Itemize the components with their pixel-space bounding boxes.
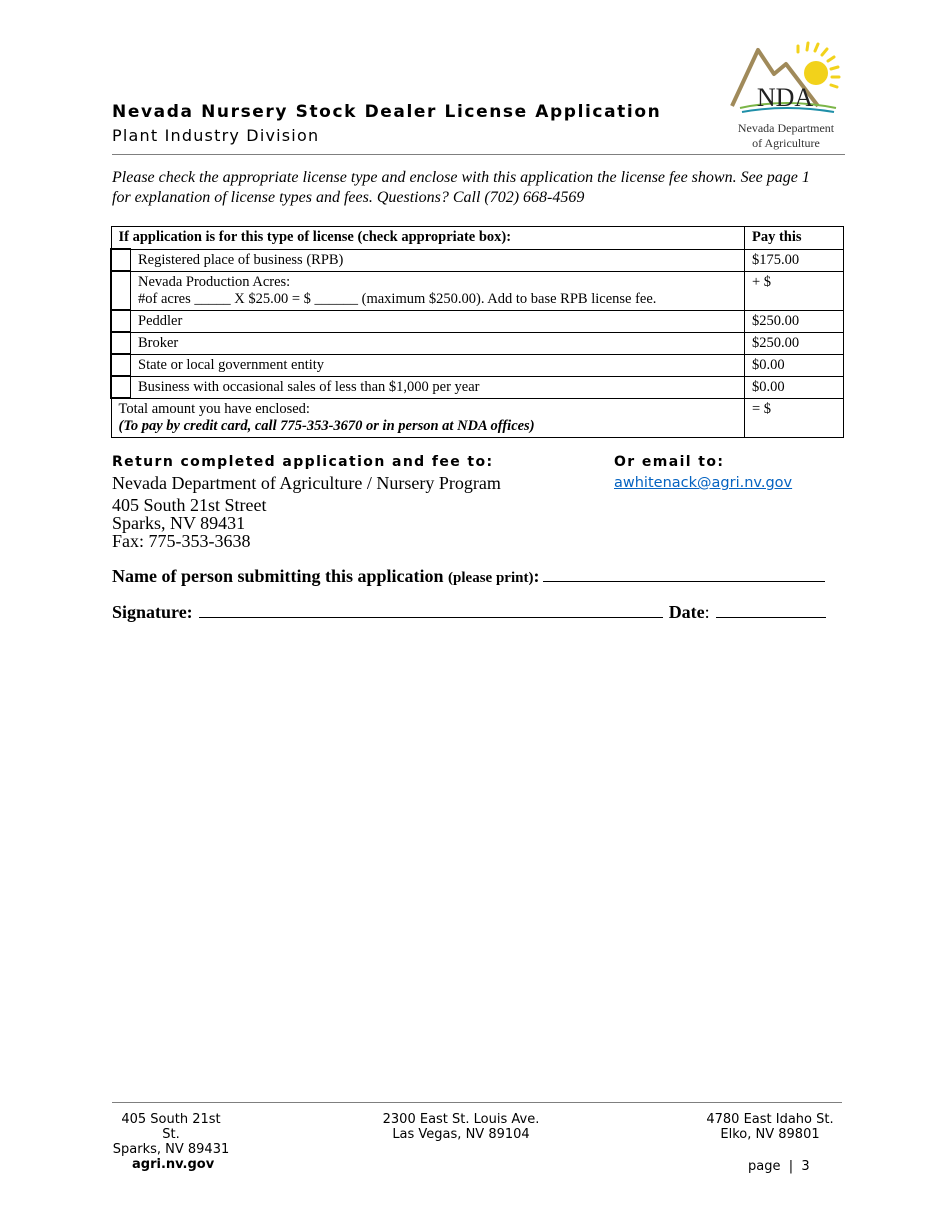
table-total-row [111,398,844,438]
license-checkbox-broker[interactable] [111,332,131,354]
license-checkbox-production-acres[interactable] [111,271,131,310]
footer-office-sparks-city: Sparks, NV 89431 [112,1142,230,1157]
total-amount-field[interactable]: = $ [745,398,844,438]
license-label-rpb: Registered place of business (RPB) [131,249,745,271]
license-label-government: State or local government entity [131,354,745,376]
footer-divider [112,1102,842,1103]
header-divider [112,154,845,155]
footer-office-sparks-street: 405 South 21st St. [121,1112,221,1142]
table-row [111,271,844,310]
date-colon: : [704,602,710,622]
name-colon: : [533,566,540,586]
intro-instructions: Please check the appropriate license type and enclose with this application the license fee shown. See page 1 for explanation of license types and fees. Questions? Call (702) 668-4569 [112,169,810,206]
logo-abbreviation: NDA [756,83,814,112]
license-checkbox-peddler[interactable] [111,310,131,332]
table-header-license-type: If application is for this type of license (check appropriate box): [111,227,745,250]
total-amount-cell [111,398,745,438]
production-acres-title: Nevada Production Acres: [138,273,291,290]
license-label-production-acres [131,271,745,310]
table-row [111,332,844,354]
table-header-pay: Pay this [745,227,844,250]
license-checkbox-rpb[interactable] [111,249,131,271]
return-fax: Fax: 775-353-3638 [112,531,251,551]
return-address [112,496,267,550]
footer-office-sparks [112,1112,230,1157]
date-input-line[interactable] [716,603,826,618]
email-heading: Or email to: [614,454,725,470]
signature-input-line[interactable] [199,603,663,618]
footer-website[interactable]: agri.nv.gov [132,1157,215,1172]
footer-office-las-vegas-city: Las Vegas, NV 89104 [392,1127,530,1142]
nda-logo-icon [728,38,844,152]
return-department: Nevada Department of Agriculture / Nursery Program [112,473,501,493]
return-city: Sparks, NV 89431 [112,513,246,533]
logo-line-1: Nevada Department [737,121,835,135]
return-heading: Return completed application and fee to: [112,454,494,470]
logo-line-2: of Agriculture [752,136,820,150]
signature-label: Signature: [112,602,193,622]
footer-office-elko-city: Elko, NV 89801 [720,1127,820,1142]
license-label-peddler: Peddler [131,310,745,332]
license-checkbox-government[interactable] [111,354,131,376]
license-fee-occasional-sales: $0.00 [745,376,844,398]
name-field-row [112,566,825,587]
license-fee-government: $0.00 [745,354,844,376]
email-link[interactable]: awhitenack@agri.nv.gov [614,475,793,491]
signature-field-row [112,602,826,623]
name-label: Name of person submitting this application [112,566,444,586]
footer-office-las-vegas-street: 2300 East St. Louis Ave. [382,1112,540,1127]
footer-office-elko-street: 4780 East Idaho St. [706,1112,834,1127]
name-input-line[interactable] [543,567,825,582]
total-amount-label: Total amount you have enclosed: [118,401,310,417]
document-subtitle: Plant Industry Division [112,126,320,145]
table-row [111,310,844,332]
license-fee-peddler: $250.00 [745,310,844,332]
table-header-row [111,227,844,250]
footer-office-elko [700,1112,840,1142]
table-row [111,249,844,271]
license-fee-table [110,226,844,438]
date-label: Date [668,602,705,622]
license-label-occasional-sales: Business with occasional sales of less than $1,000 per year [131,376,745,398]
license-checkbox-occasional-sales[interactable] [111,376,131,398]
license-fee-production-acres: + $ [745,271,844,310]
document-title: Nevada Nursery Stock Dealer License Application [112,102,662,122]
name-hint: (please print) [448,570,534,586]
page-number: page | 3 [748,1159,810,1174]
production-acres-formula: #of acres _____ X $25.00 = $ ______ (maximum $250.00). Add to base RPB license fee. [138,290,657,307]
license-fee-rpb: $175.00 [745,249,844,271]
license-fee-broker: $250.00 [745,332,844,354]
license-label-broker: Broker [131,332,745,354]
footer-office-las-vegas [380,1112,542,1142]
table-row [111,376,844,398]
table-row [111,354,844,376]
credit-card-note: (To pay by credit card, call 775-353-3670 or in person at NDA offices) [118,418,535,434]
return-street: 405 South 21st Street [112,495,267,515]
